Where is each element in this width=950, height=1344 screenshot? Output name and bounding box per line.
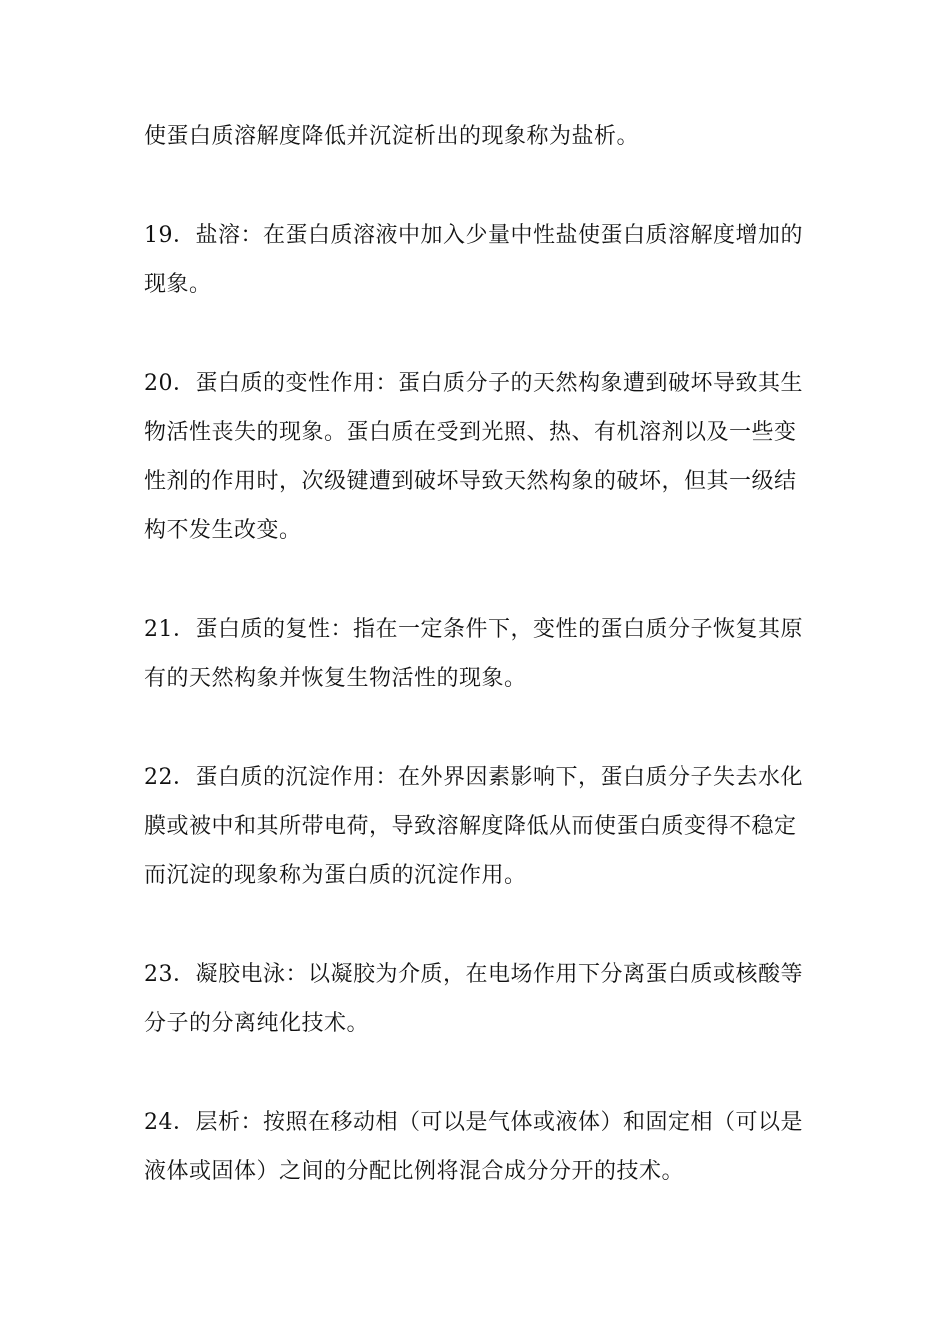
paragraph-renaturation: 21．蛋白质的复性：指在一定条件下，变性的蛋白质分子恢复其原有的天然构象并恢复生物活性的现象。 (144, 617, 803, 691)
paragraph-chromatography: 24．层析：按照在移动相（可以是气体或液体）和固定相（可以是液体或固体）之间的分配比例将混合成分分开的技术。 (144, 1110, 803, 1184)
document-body (144, 112, 814, 1246)
paragraph-gel-electrophoresis: 23．凝胶电泳：以凝胶为介质，在电场作用下分离蛋白质或核酸等分子的分离纯化技术。 (144, 962, 803, 1036)
paragraph-precipitation: 22．蛋白质的沉淀作用：在外界因素影响下，蛋白质分子失去水化膜或被中和其所带电荷，导致溶解度降低从而使蛋白质变得不稳定而沉淀的现象称为蛋白质的沉淀作用。 (144, 765, 803, 888)
paragraph-denaturation: 20．蛋白质的变性作用：蛋白质分子的天然构象遭到破坏导致其生物活性丧失的现象。蛋白质在受到光照、热、有机溶剂以及一些变性剂的作用时，次级键遭到破坏导致天然构象的破坏，但其一级结构不发生改变。 (144, 371, 803, 543)
paragraph-salting-in: 19．盐溶：在蛋白质溶液中加入少量中性盐使蛋白质溶解度增加的现象。 (144, 223, 803, 297)
paragraph-salting-out-tail: 使蛋白质溶解度降低并沉淀析出的现象称为盐析。 (144, 124, 640, 149)
